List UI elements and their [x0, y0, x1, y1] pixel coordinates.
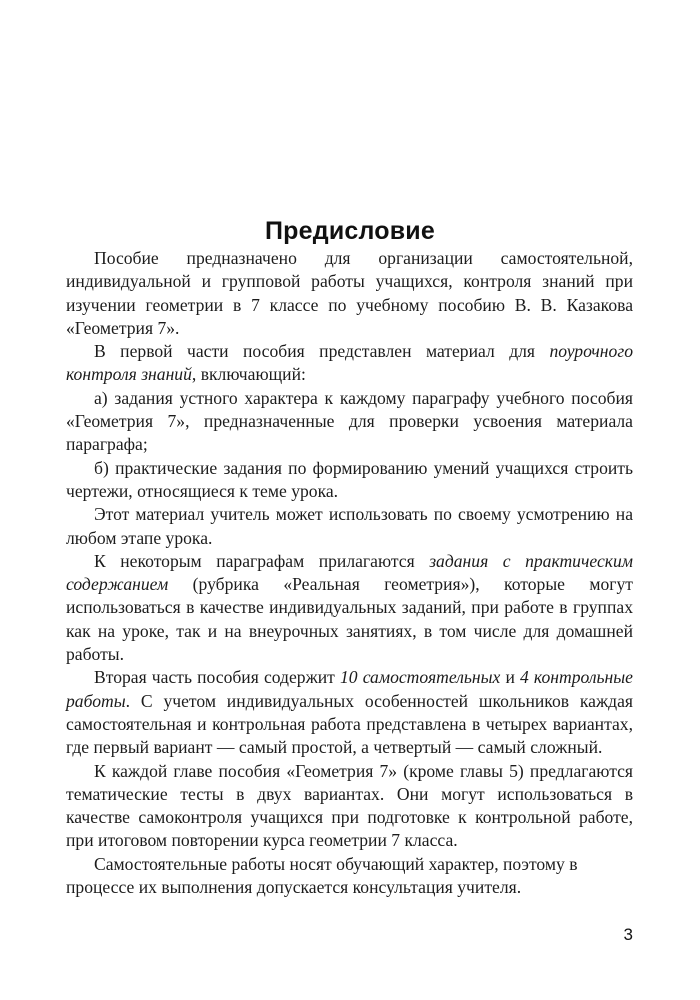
body-text [66, 247, 633, 899]
emphasis-text: задания с практическим содержанием [66, 550, 634, 595]
page-title: Предисловие [265, 216, 435, 245]
paragraph-text: К каждой главе пособия «Геометрия 7» (кроме главы 5) предлагаются тематические тесты в двух вариантах. Они могут использоваться в качестве самоконтроля учащихся при подготовке к контрольной работе, при итоговом повторении курса геометрии 7 класса. [66, 760, 633, 851]
paragraph-text: (рубрика «Реальная геометрия»), которые могут использоваться в качестве индивидуальных заданий, при работе в группах как на уроке, так и на внеурочных занятиях, в том числе для домашней работы. [66, 574, 633, 665]
paragraph-text: Пособие предназначено для организации самостоятельной, индивидуальной и групповой работы учащихся, контроля знаний при изучении геометрии в 7 классе по учебному пособию В. В. Казакова «Геометрия 7». [66, 248, 633, 338]
paragraph-text: Самостоятельные работы носят обучающий характер, поэтому в процессе их выполнения допускается консультация учителя. [66, 853, 578, 898]
paragraph-text: а) задания устного характера к каждому параграфу учебного пособия «Геометрия 7», предназначенные для проверки усвоения материала параграфа; [66, 387, 633, 455]
paragraph-text: . С учетом индивидуальных особенностей школьников каждая самостоятельная и контрольная работа представлена в четырех вариантах, где первый вариант — самый простой, а четвертый — самый сложный. [66, 690, 633, 758]
emphasis-text: 10 самостоятельных [339, 667, 501, 688]
emphasis-text: поурочного контроля знаний [66, 341, 633, 385]
page-number: 3 [623, 925, 633, 944]
emphasis-text: 4 контрольные работы [66, 667, 633, 711]
paragraph-text: , включающий: [191, 364, 306, 385]
paragraph-part-one [66, 340, 633, 387]
paragraph-tests [66, 760, 633, 853]
paragraph-intro [66, 247, 633, 340]
paragraph-text: и [500, 667, 520, 688]
paragraph-part-two [66, 666, 633, 759]
paragraph-text: Этот материал учитель может использовать по своему усмотрению на любом этапе урока. [66, 504, 633, 548]
paragraph-independent-work [66, 853, 633, 900]
paragraph-item-b [66, 457, 633, 504]
paragraph-practical-tasks [66, 550, 633, 666]
paragraph-item-a [66, 387, 633, 457]
paragraph-text: б) практические задания по формированию умений учащихся строить чертежи, относящиеся к теме урока. [66, 457, 633, 501]
paragraph-text: К некоторым параграфам прилагаются [94, 550, 430, 571]
paragraph-text: В первой части пособия представлен материал для [94, 341, 550, 362]
paragraph-text: Вторая часть пособия содержит [94, 667, 340, 688]
paragraph-teacher-note [66, 503, 633, 550]
